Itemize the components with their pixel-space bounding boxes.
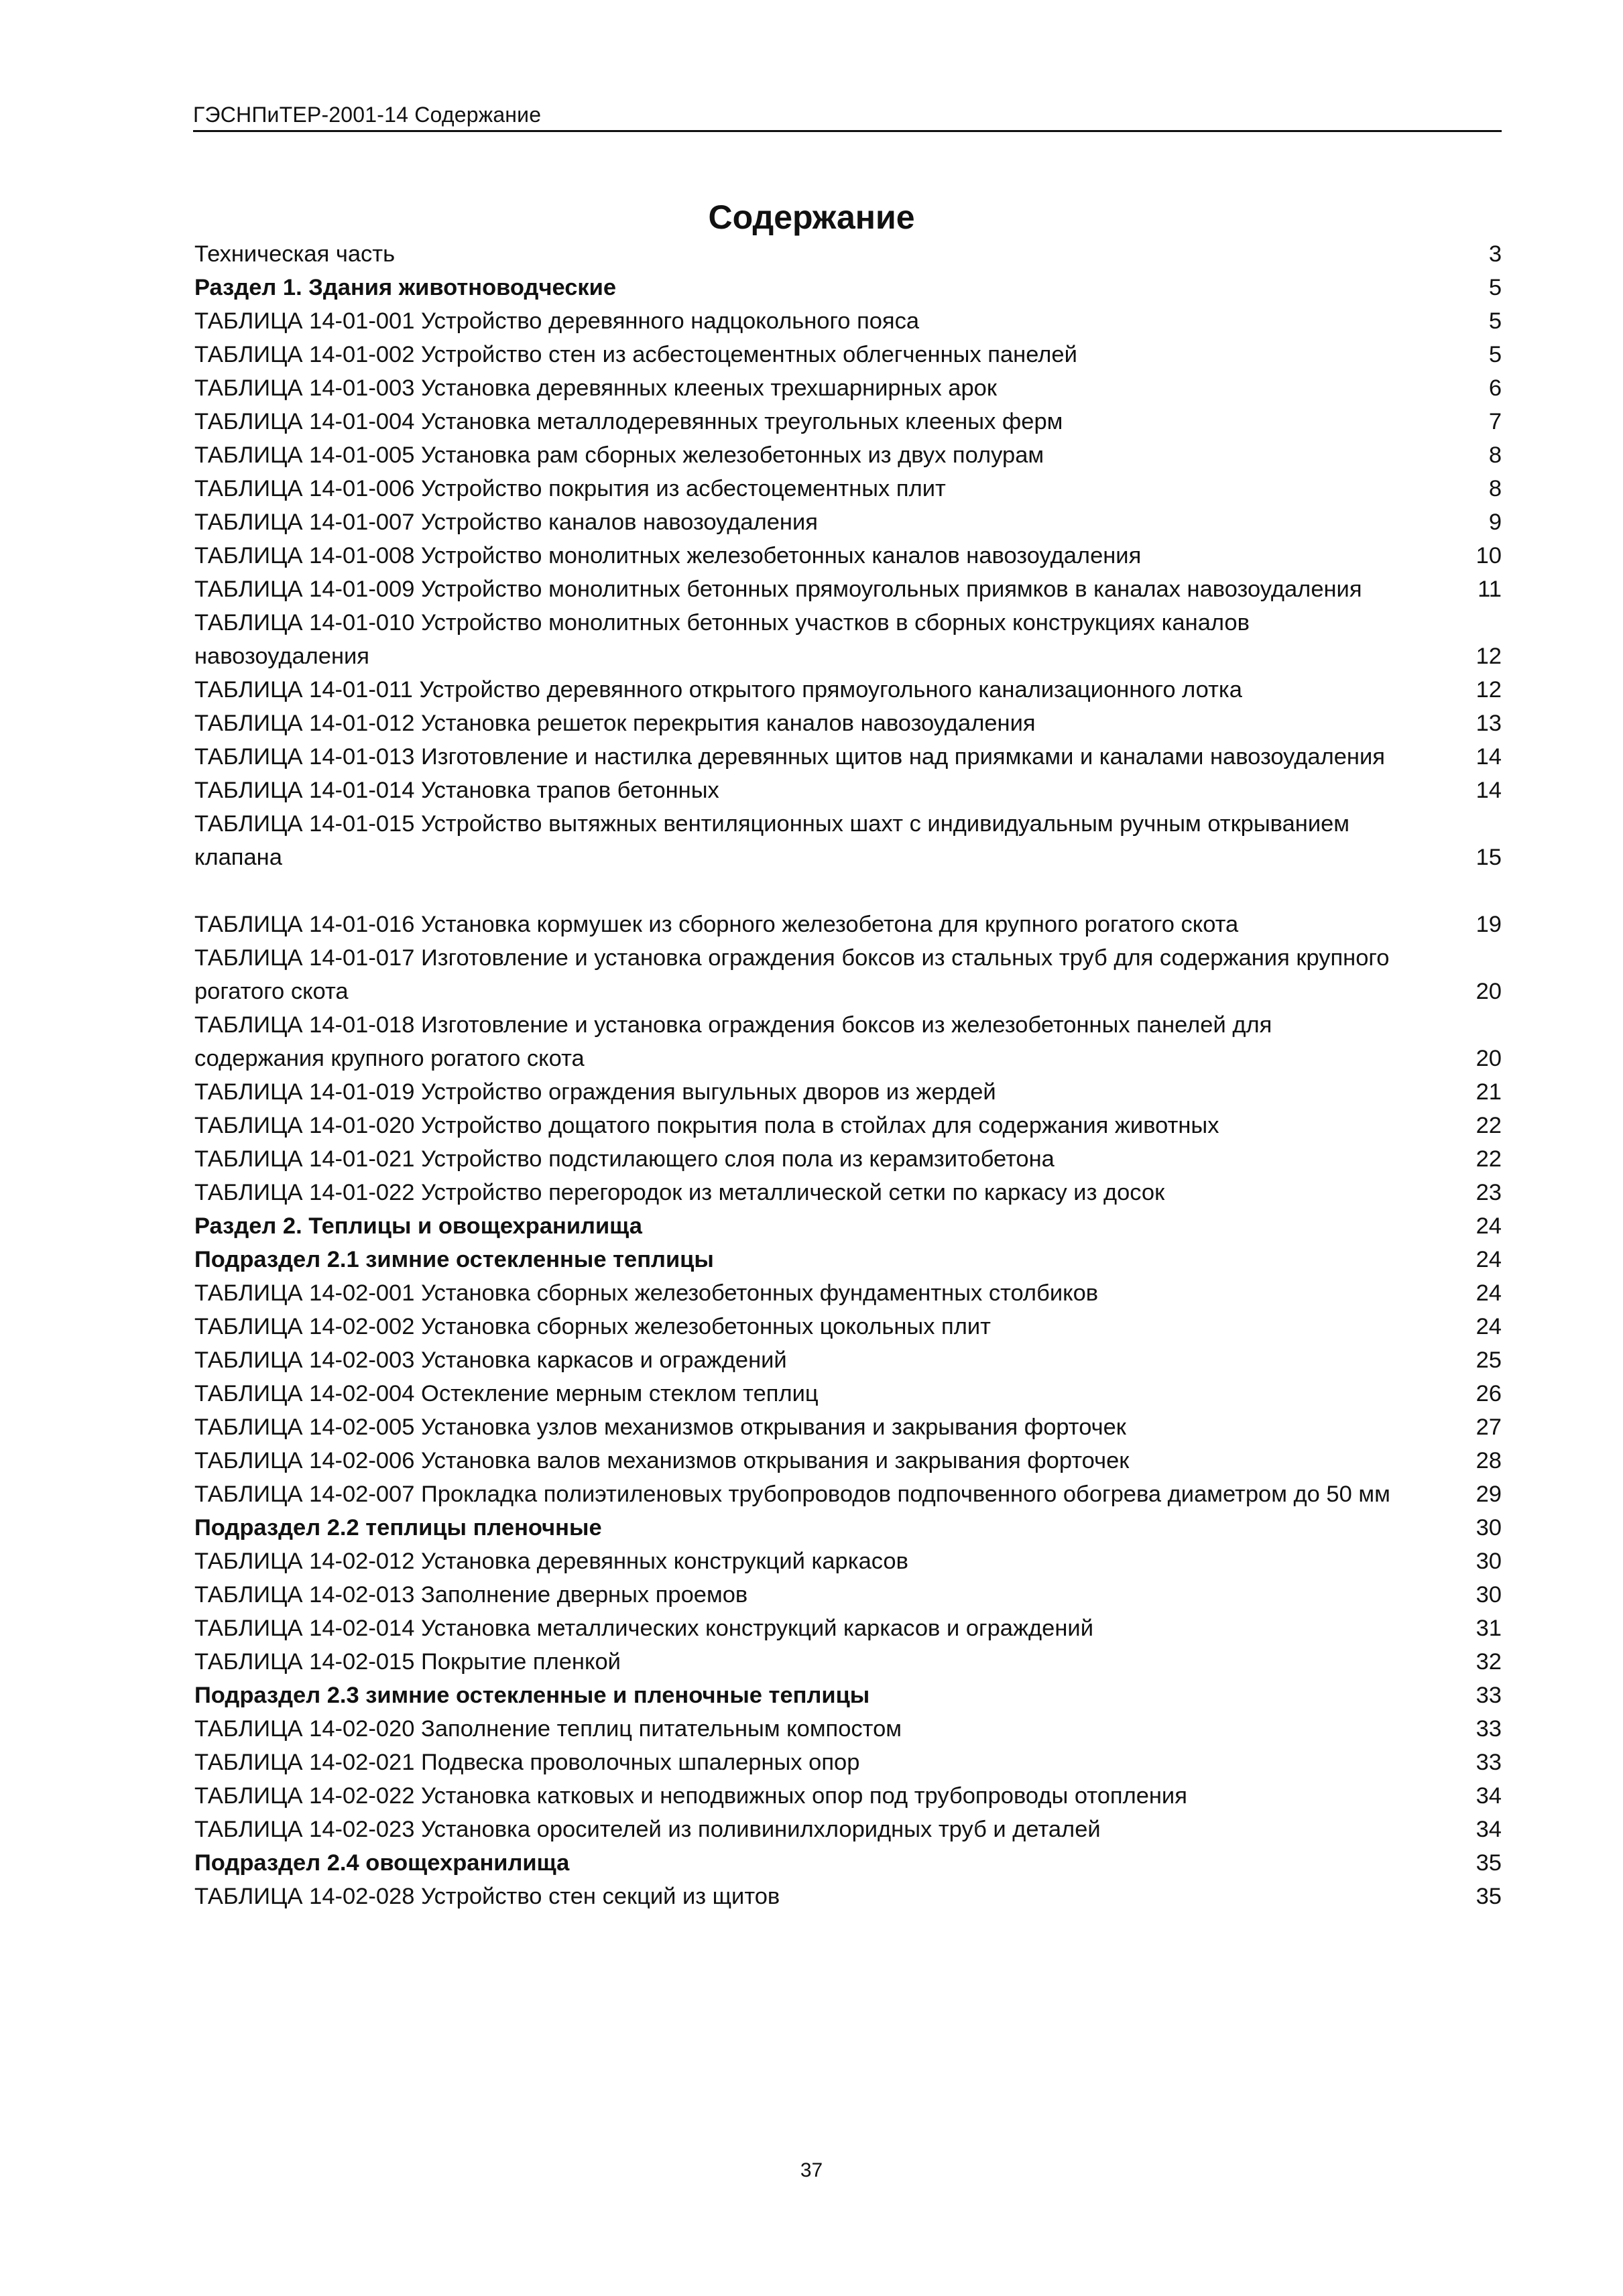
toc-entry-page: 35 — [1476, 1884, 1502, 1909]
toc-entry-page: 13 — [1476, 711, 1502, 736]
toc-entry[interactable] — [194, 371, 1502, 405]
toc-entry-page: 34 — [1476, 1817, 1502, 1842]
toc-entry[interactable] — [194, 1008, 1502, 1075]
toc-entry[interactable] — [194, 1712, 1502, 1746]
toc-entry-title: ТАБЛИЦА 14-01-011 Устройство деревянного открытого прямоугольного канализационного лотка — [194, 677, 1242, 703]
toc-section-heading[interactable] — [194, 1846, 1502, 1880]
toc-entry[interactable] — [194, 505, 1502, 539]
toc-entry-title: ТАБЛИЦА 14-01-009 Устройство монолитных бетонных прямоугольных приямков в каналах навозоудаления — [194, 577, 1362, 602]
toc-entry-title: ТАБЛИЦА 14-02-021 Подвеска проволочных шпалерных опор — [194, 1750, 860, 1775]
toc-entry[interactable] — [194, 606, 1502, 673]
toc-entry-title: ТАБЛИЦА 14-02-013 Заполнение дверных проемов — [194, 1582, 748, 1608]
toc-entry-page: 22 — [1476, 1146, 1502, 1172]
toc-section-heading[interactable] — [194, 271, 1502, 304]
toc-entry-page: 21 — [1476, 1079, 1502, 1105]
toc-entry[interactable] — [194, 304, 1502, 338]
toc-entry[interactable] — [194, 405, 1502, 438]
toc-entry-page: 33 — [1476, 1750, 1502, 1775]
toc-entry-title: ТАБЛИЦА 14-02-003 Установка каркасов и ограждений — [194, 1347, 787, 1373]
toc-entry-title: ТАБЛИЦА 14-02-020 Заполнение теплиц питательным компостом — [194, 1716, 902, 1742]
page-title: Содержание — [708, 198, 915, 236]
toc-entry-page: 7 — [1488, 409, 1502, 434]
toc-entry-page: 8 — [1488, 476, 1502, 501]
toc-entry-page: 20 — [1476, 979, 1502, 1004]
toc-entry-title: ТАБЛИЦА 14-02-002 Установка сборных железобетонных цокольных плит — [194, 1314, 991, 1339]
toc-entry-page: 24 — [1476, 1280, 1502, 1306]
toc-entry[interactable] — [194, 707, 1502, 740]
toc-entry-title: ТАБЛИЦА 14-01-014 Установка трапов бетонных — [194, 778, 719, 803]
toc-entry-page: 35 — [1476, 1850, 1502, 1876]
toc-entry-title: ТАБЛИЦА 14-01-022 Устройство перегородок из металлической сетки по каркасу из досок — [194, 1180, 1165, 1205]
toc-entry[interactable] — [194, 1746, 1502, 1779]
toc-entry-title: ТАБЛИЦА 14-02-007 Прокладка полиэтиленовых трубопроводов подпочвенного обогрева диаметром до 50 мм — [194, 1482, 1390, 1507]
toc-entry[interactable] — [194, 1276, 1502, 1310]
toc-entry-page: 22 — [1476, 1113, 1502, 1138]
toc-entry[interactable] — [194, 1142, 1502, 1176]
toc-entry-title: Подраздел 2.2 теплицы пленочные — [194, 1515, 602, 1540]
toc-entry-page: 24 — [1476, 1247, 1502, 1272]
toc-entry-title: ТАБЛИЦА 14-02-004 Остекление мерным стеклом теплиц — [194, 1381, 819, 1406]
toc-entry-page: 5 — [1488, 275, 1502, 300]
toc-entry-page: 24 — [1476, 1314, 1502, 1339]
toc-entry-page: 19 — [1476, 912, 1502, 937]
toc-entry-title: ТАБЛИЦА 14-02-012 Установка деревянных конструкций каркасов — [194, 1549, 908, 1574]
toc-entry[interactable] — [194, 539, 1502, 572]
toc-entry-title: Раздел 1. Здания животноводческие — [194, 275, 617, 300]
toc-entry-page: 3 — [1488, 241, 1502, 267]
toc-entry-title: ТАБЛИЦА 14-02-005 Установка узлов механизмов открывания и закрывания форточек — [194, 1414, 1126, 1440]
toc-entry-page: 14 — [1476, 778, 1502, 803]
toc-entry[interactable] — [194, 1813, 1502, 1846]
toc-entry-page: 24 — [1476, 1213, 1502, 1239]
toc-entry-page: 33 — [1476, 1683, 1502, 1708]
toc-entry[interactable] — [194, 472, 1502, 505]
toc-entry[interactable] — [194, 338, 1502, 371]
toc-entry-title: ТАБЛИЦА 14-01-010 Устройство монолитных бетонных участков в сборных конструкциях каналов навозоудаления — [194, 610, 1250, 669]
toc-section-heading[interactable] — [194, 1511, 1502, 1545]
toc-entry-page: 31 — [1476, 1616, 1502, 1641]
toc-entry-title: ТАБЛИЦА 14-02-028 Устройство стен секций из щитов — [194, 1884, 780, 1909]
toc-entry-title: ТАБЛИЦА 14-01-003 Установка деревянных клееных трехшарнирных арок — [194, 375, 997, 401]
toc-entry-title: ТАБЛИЦА 14-02-022 Установка катковых и неподвижных опор под трубопроводы отопления — [194, 1783, 1187, 1809]
toc-entry-page: 30 — [1476, 1515, 1502, 1540]
toc-entry-page: 10 — [1476, 543, 1502, 568]
toc-entry[interactable] — [194, 1377, 1502, 1410]
toc-entry[interactable] — [194, 1645, 1502, 1679]
toc-entry-title: ТАБЛИЦА 14-02-015 Покрытие пленкой — [194, 1649, 621, 1675]
toc-entry-page: 28 — [1476, 1448, 1502, 1473]
toc-entry-page: 34 — [1476, 1783, 1502, 1809]
running-header: ГЭСНПиТЕР-2001-14 Содержание — [193, 99, 1502, 132]
toc-entry[interactable] — [194, 1779, 1502, 1813]
toc-entry-title: Подраздел 2.1 зимние остекленные теплицы — [194, 1247, 714, 1272]
toc-entry-title: ТАБЛИЦА 14-01-019 Устройство ограждения выгульных дворов из жердей — [194, 1079, 996, 1105]
toc-entry-title: Подраздел 2.3 зимние остекленные и пленочные теплицы — [194, 1683, 870, 1708]
toc-entry-title: ТАБЛИЦА 14-01-006 Устройство покрытия из асбестоцементных плит — [194, 476, 946, 501]
toc-entry-title: ТАБЛИЦА 14-01-017 Изготовление и установка ограждения боксов из стальных труб для содержания крупного рогатого скота — [194, 945, 1390, 1004]
toc-entry-page: 23 — [1476, 1180, 1502, 1205]
toc-entry[interactable] — [194, 1477, 1502, 1511]
toc-entry-title: ТАБЛИЦА 14-01-004 Установка металлодеревянных треугольных клееных ферм — [194, 409, 1063, 434]
toc-entry-page: 30 — [1476, 1582, 1502, 1608]
toc-entry-page: 9 — [1488, 509, 1502, 535]
toc-entry[interactable] — [194, 1075, 1502, 1109]
toc-entry-title: ТАБЛИЦА 14-02-001 Установка сборных железобетонных фундаментных столбиков — [194, 1280, 1099, 1306]
toc-entry[interactable] — [194, 1343, 1502, 1377]
toc-entry[interactable] — [194, 1880, 1502, 1913]
toc-entry-page: 12 — [1476, 677, 1502, 703]
toc-entry[interactable] — [194, 807, 1502, 874]
toc-entry[interactable] — [194, 941, 1502, 1008]
toc-entry-page: 5 — [1488, 342, 1502, 367]
toc-entry-title: ТАБЛИЦА 14-01-013 Изготовление и настилка деревянных щитов над приямками и каналами навозоудаления — [194, 744, 1385, 770]
toc-entry-page: 26 — [1476, 1381, 1502, 1406]
toc-entry[interactable] — [194, 1109, 1502, 1142]
toc-entry[interactable] — [194, 1176, 1502, 1209]
toc-entry-page: 15 — [1476, 845, 1502, 870]
toc-entry-title: ТАБЛИЦА 14-01-012 Установка решеток перекрытия каналов навозоудаления — [194, 711, 1036, 736]
toc-entry-title: ТАБЛИЦА 14-02-014 Установка металлических конструкций каркасов и ограждений — [194, 1616, 1093, 1641]
toc-entry-page: 6 — [1488, 375, 1502, 401]
toc-entry-page: 20 — [1476, 1046, 1502, 1071]
toc-entry-title: ТАБЛИЦА 14-02-006 Установка валов механизмов открывания и закрывания форточек — [194, 1448, 1130, 1473]
toc-section-heading[interactable] — [194, 1243, 1502, 1276]
toc-entry-title: ТАБЛИЦА 14-01-007 Устройство каналов навозоудаления — [194, 509, 818, 535]
toc-entry-title: ТАБЛИЦА 14-01-021 Устройство подстилающего слоя пола из керамзитобетона — [194, 1146, 1055, 1172]
toc-entry-title: ТАБЛИЦА 14-01-001 Устройство деревянного надцокольного пояса — [194, 308, 920, 334]
toc-entry[interactable] — [194, 1444, 1502, 1477]
toc-section-heading[interactable] — [194, 1209, 1502, 1243]
toc-entry-page: 29 — [1476, 1482, 1502, 1507]
table-of-contents — [194, 237, 1502, 1913]
toc-entry-page: 11 — [1478, 577, 1502, 602]
toc-entry-title: ТАБЛИЦА 14-01-015 Устройство вытяжных вентиляционных шахт с индивидуальным ручным открыванием клапана — [194, 811, 1350, 870]
toc-entry-page: 27 — [1476, 1414, 1502, 1440]
toc-entry-page: 32 — [1476, 1649, 1502, 1675]
toc-entry[interactable] — [194, 740, 1502, 774]
toc-entry-title: Раздел 2. Теплицы и овощехранилища — [194, 1213, 642, 1239]
toc-entry[interactable] — [194, 673, 1502, 707]
toc-entry[interactable] — [194, 1310, 1502, 1343]
toc-entry-title: ТАБЛИЦА 14-01-020 Устройство дощатого покрытия пола в стойлах для содержания животных — [194, 1113, 1219, 1138]
toc-entry-title: ТАБЛИЦА 14-01-002 Устройство стен из асбестоцементных облегченных панелей — [194, 342, 1077, 367]
toc-entry-page: 14 — [1476, 744, 1502, 770]
toc-entry[interactable] — [194, 908, 1502, 941]
toc-entry[interactable] — [194, 1545, 1502, 1578]
toc-entry-title: Подраздел 2.4 овощехранилища — [194, 1850, 570, 1876]
toc-entry[interactable] — [194, 1578, 1502, 1612]
toc-entry[interactable] — [194, 774, 1502, 807]
toc-entry-page: 30 — [1476, 1549, 1502, 1574]
page-number: 37 — [800, 2159, 823, 2181]
toc-entry[interactable] — [194, 237, 1502, 271]
toc-entry-title: ТАБЛИЦА 14-01-016 Установка кормушек из сборного железобетона для крупного рогатого скота — [194, 912, 1239, 937]
toc-entry[interactable] — [194, 438, 1502, 472]
toc-entry-page: 12 — [1476, 644, 1502, 669]
toc-entry[interactable] — [194, 1612, 1502, 1645]
toc-entry[interactable] — [194, 1410, 1502, 1444]
toc-entry-title: ТАБЛИЦА 14-01-018 Изготовление и установка ограждения боксов из железобетонных панелей для содержания крупного рогатого скота — [194, 1012, 1272, 1071]
toc-entry[interactable] — [194, 572, 1502, 606]
toc-section-heading[interactable] — [194, 1679, 1502, 1712]
toc-entry-page: 5 — [1488, 308, 1502, 334]
toc-entry-title: ТАБЛИЦА 14-01-005 Установка рам сборных железобетонных из двух полурам — [194, 442, 1044, 468]
toc-entry-title: ТАБЛИЦА 14-01-008 Устройство монолитных железобетонных каналов навозоудаления — [194, 543, 1142, 568]
toc-entry-title: Техническая часть — [194, 241, 396, 267]
toc-entry-page: 8 — [1488, 442, 1502, 468]
toc-entry-page: 33 — [1476, 1716, 1502, 1742]
toc-entry-page: 25 — [1476, 1347, 1502, 1373]
toc-entry-title: ТАБЛИЦА 14-02-023 Установка оросителей из поливинилхлоридных труб и деталей — [194, 1817, 1101, 1842]
